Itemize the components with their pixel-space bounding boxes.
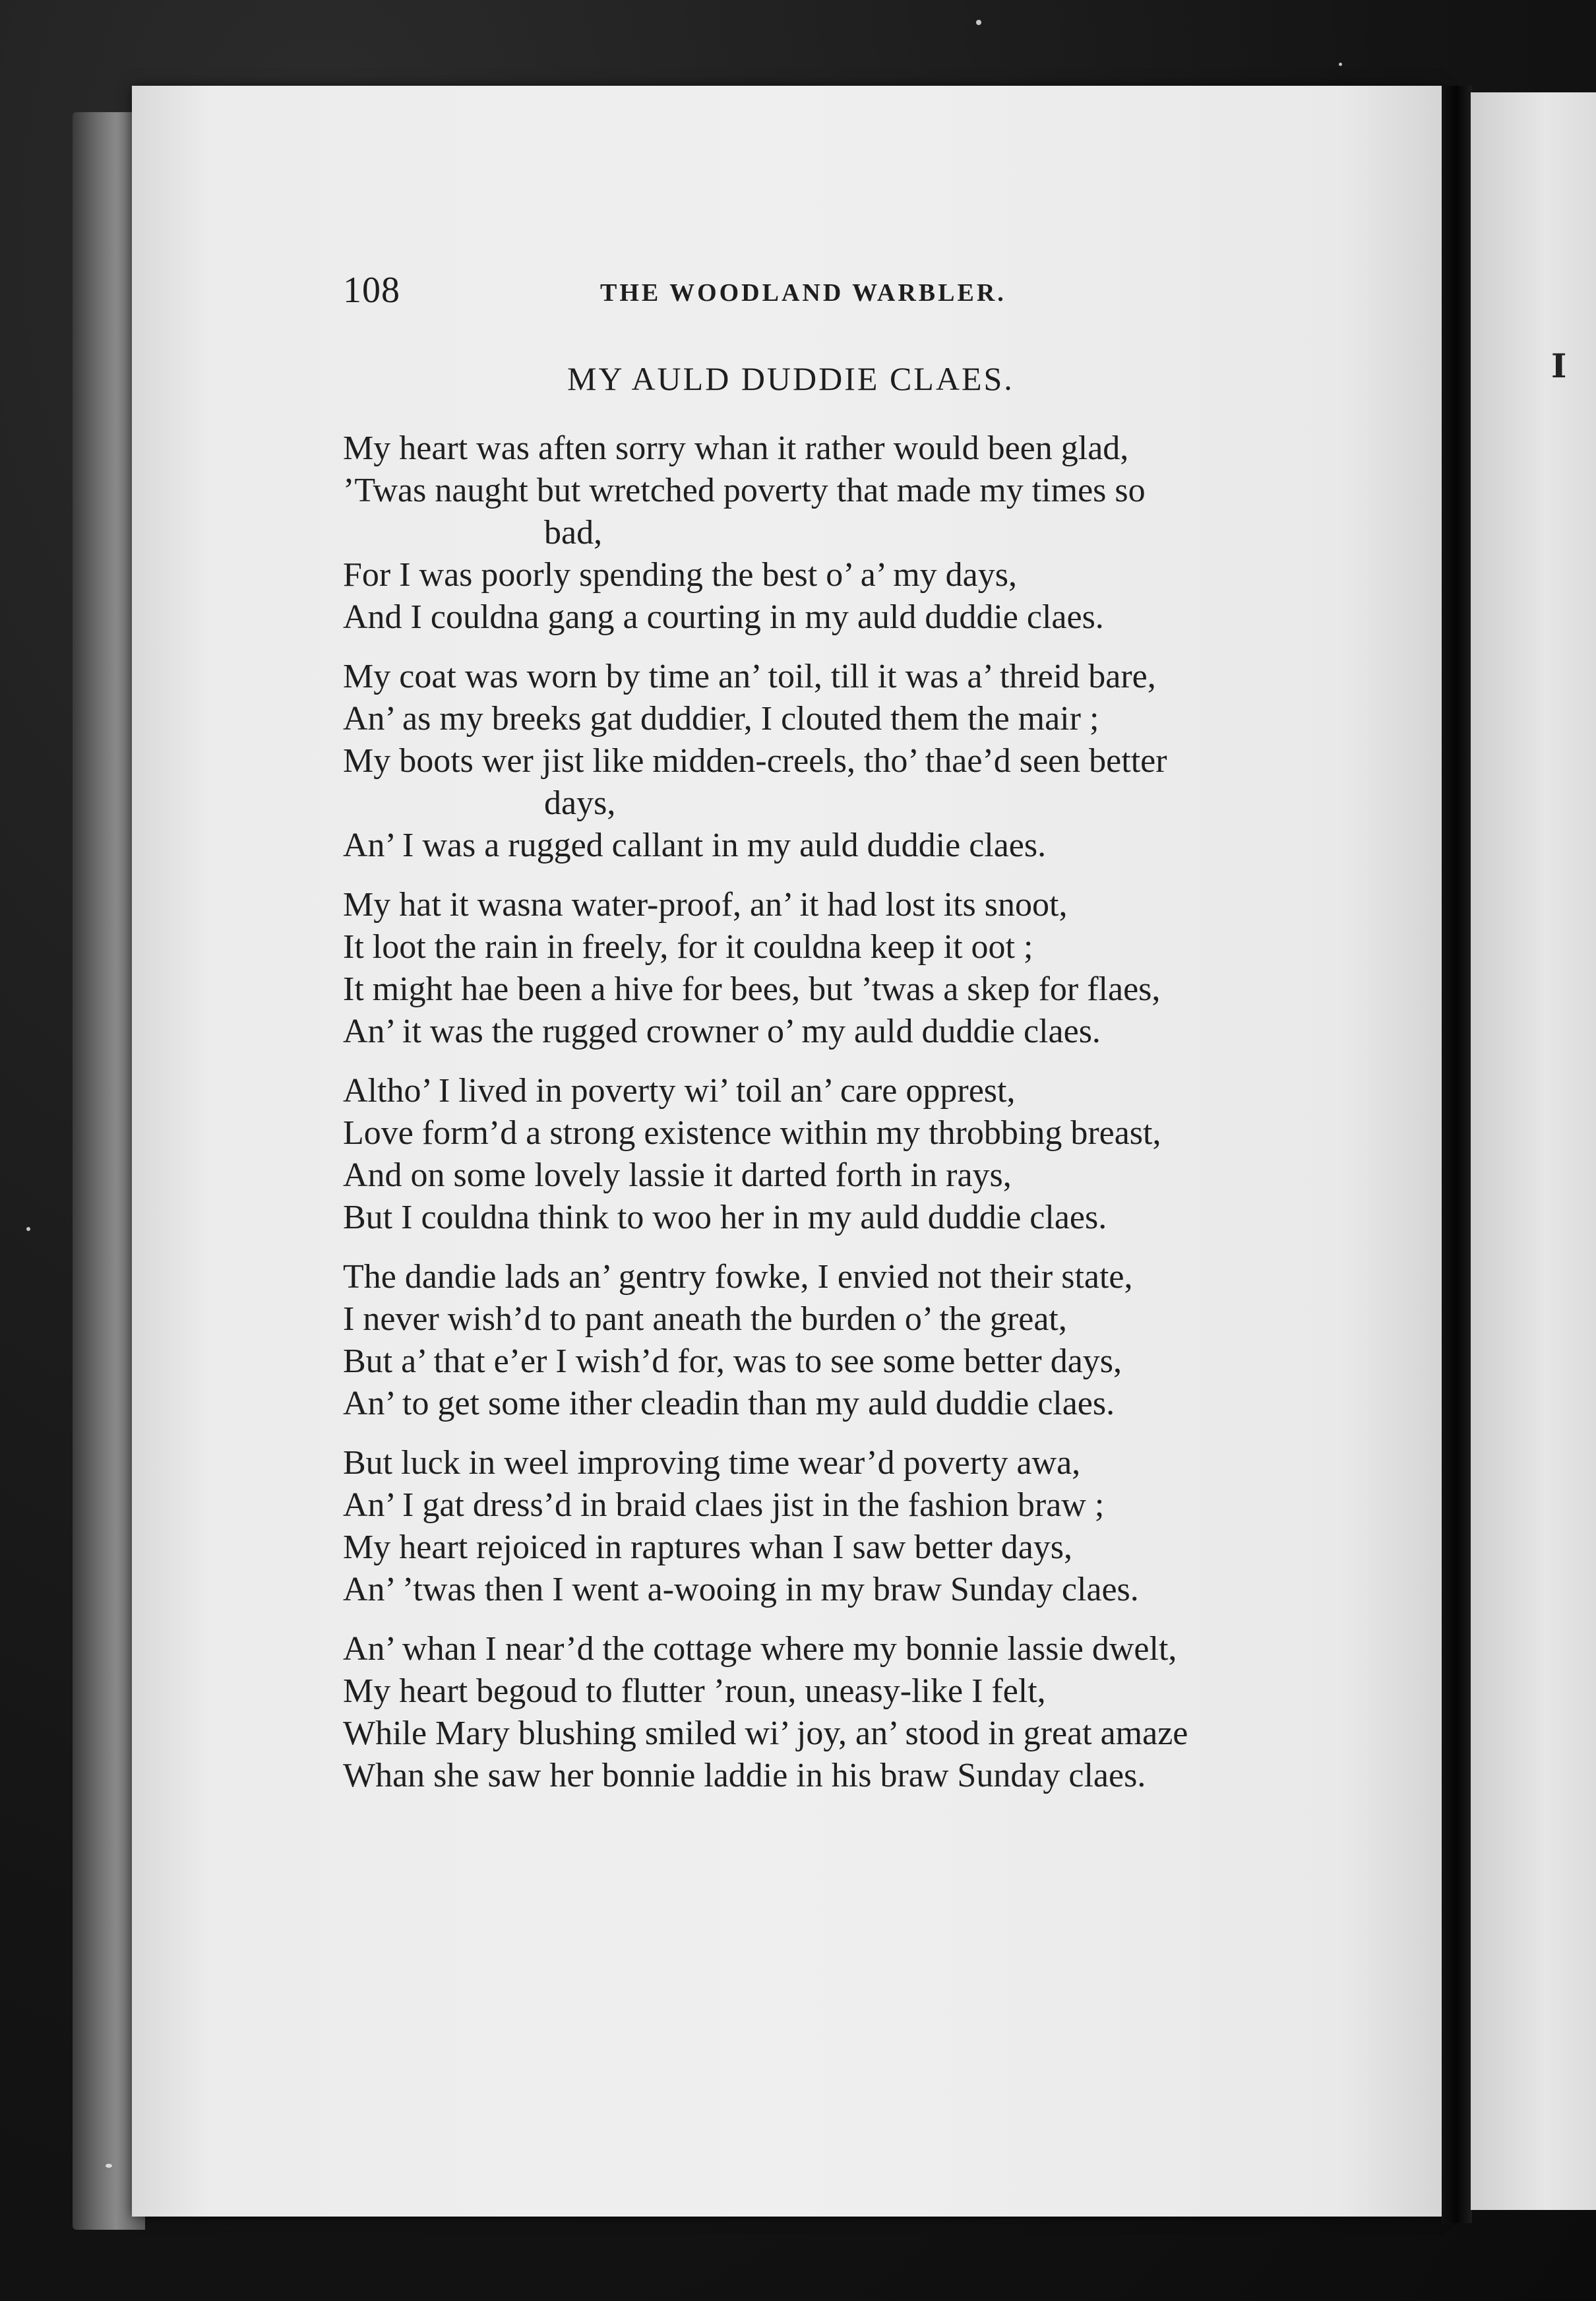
poem-line: My heart rejoiced in raptures whan I saw better days,: [343, 1529, 1073, 1566]
poem-line: My heart was aften sorry whan it rather would been glad,: [343, 429, 1129, 467]
poem-line: It might hae been a hive for bees, but ’twas a skep for flaes,: [343, 970, 1161, 1008]
scan-speck: [1339, 63, 1342, 66]
poem-line: An’ as my breeks gat duddier, I clouted them the mair ;: [343, 700, 1099, 738]
poem-line: I never wish’d to pant aneath the burden o’ the great,: [343, 1300, 1067, 1338]
running-head: [343, 269, 1108, 315]
right-page-edge-text: I: [1551, 346, 1567, 385]
poem-line: And on some lovely lassie it darted forth in rays,: [343, 1156, 1012, 1194]
scan-speck: [106, 2164, 112, 2168]
poem-line: Love form’d a strong existence within my throbbing breast,: [343, 1114, 1161, 1152]
poem-line: But luck in weel improving time wear’d poverty awa,: [343, 1444, 1081, 1482]
poem-line: My coat was worn by time an’ toil, till it was a’ threid bare,: [343, 658, 1156, 695]
book-gutter: [1442, 86, 1472, 2223]
poem-line: An’ to get some ither cleadin than my auld duddie claes.: [343, 1385, 1115, 1422]
poem-line: My heart begoud to flutter ’roun, uneasy-like I felt,: [343, 1672, 1046, 1710]
poem-line: The dandie lads an’ gentry fowke, I envied not their state,: [343, 1258, 1133, 1296]
poem-line: ’Twas naught but wretched poverty that made my times so: [343, 472, 1146, 509]
poem-line: My hat it wasna water-proof, an’ it had lost its snoot,: [343, 886, 1068, 924]
scan-speck: [976, 20, 981, 25]
poem-line: But a’ that e’er I wish’d for, was to see some better days,: [343, 1342, 1122, 1380]
stanza: [343, 884, 1398, 1053]
poem-line: And I couldna gang a courting in my auld duddie claes.: [343, 598, 1104, 636]
scan-speck: [26, 1227, 30, 1231]
book-page-right: [1471, 92, 1596, 2210]
page-number: 108: [343, 270, 400, 311]
poem-line: An’ whan I near’d the cottage where my bonnie lassie dwelt,: [343, 1630, 1177, 1668]
poem-line: An’ I was a rugged callant in my auld duddie claes.: [343, 827, 1047, 864]
poem-line: Altho’ I lived in poverty wi’ toil an’ care opprest,: [343, 1072, 1016, 1110]
stanza: [343, 427, 1398, 639]
poem-line: For I was poorly spending the best o’ a’ my days,: [343, 556, 1017, 594]
poem-line: An’ it was the rugged crowner o’ my auld duddie claes.: [343, 1013, 1101, 1050]
poem-line: While Mary blushing smiled wi’ joy, an’ stood in great amaze: [343, 1715, 1188, 1752]
poem-line-continuation: days,: [544, 784, 616, 822]
poem-line: An’ I gat dress’d in braid claes jist in the fashion braw ;: [343, 1486, 1105, 1524]
poem-line: An’ ’twas then I went a-wooing in my braw Sunday claes.: [343, 1571, 1139, 1608]
running-title: THE WOODLAND WARBLER.: [600, 279, 1006, 307]
poem-body: [343, 427, 1398, 1814]
stanza: [343, 1256, 1398, 1425]
stanza: [343, 1628, 1398, 1797]
poem-line: But I couldna think to woo her in my auld duddie claes.: [343, 1199, 1107, 1236]
poem-line-continuation: bad,: [544, 514, 603, 552]
poem-title: MY AULD DUDDIE CLAES.: [567, 360, 1014, 397]
stanza: [343, 1070, 1398, 1239]
poem-line: It loot the rain in freely, for it couldna keep it oot ;: [343, 928, 1033, 966]
poem-line: Whan she saw her bonnie laddie in his braw Sunday claes.: [343, 1757, 1146, 1794]
stanza: [343, 656, 1398, 867]
stanza: [343, 1442, 1398, 1611]
poem-line: My boots wer jist like midden-creels, tho’ thae’d seen better: [343, 742, 1167, 780]
